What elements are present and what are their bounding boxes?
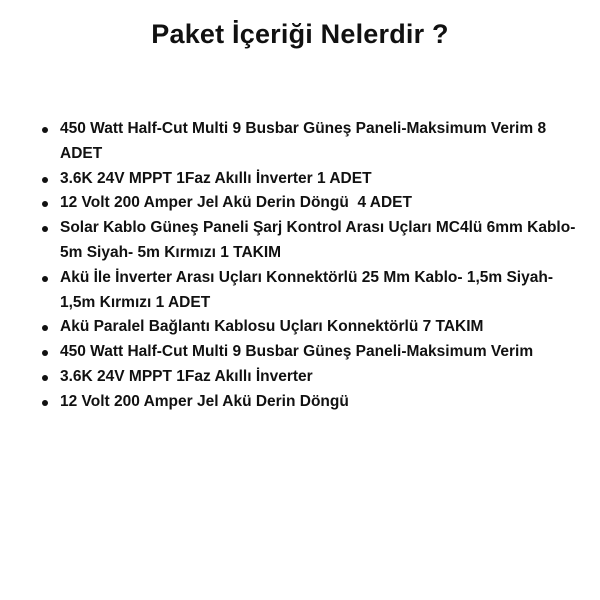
list-item xyxy=(38,340,588,365)
bullet-icon xyxy=(42,350,48,356)
list-item xyxy=(38,117,588,167)
bullet-icon xyxy=(42,375,48,381)
bullet-icon xyxy=(42,127,48,133)
package-contents-list xyxy=(38,117,588,415)
list-item xyxy=(38,315,588,340)
page-title: Paket İçeriği Nelerdir ? xyxy=(151,19,449,49)
list-item-text: Solar Kablo Güneş Paneli Şarj Kontrol Arası Uçları MC4lü 6mm Kablo- 5m Siyah- 5m Kırmızı 1 TAKIM xyxy=(60,219,576,261)
list-item-text: 3.6K 24V MPPT 1Faz Akıllı İnverter 1 ADET xyxy=(60,169,372,187)
list-item xyxy=(38,390,588,415)
list-item-text: 12 Volt 200 Amper Jel Akü Derin Döngü 4 ADET xyxy=(60,194,412,212)
list-item xyxy=(38,216,588,266)
list-item xyxy=(38,167,588,192)
list-item-text: Akü İle İnverter Arası Uçları Konnektörlü 25 Mm Kablo- 1,5m Siyah- 1,5m Kırmızı 1 ADET xyxy=(60,268,553,311)
bullet-icon xyxy=(42,276,48,282)
list-item-text: Akü Paralel Bağlantı Kablosu Uçları Konnektörlü 7 TAKIM xyxy=(60,318,484,336)
bullet-icon xyxy=(42,201,48,207)
list-item-text: 12 Volt 200 Amper Jel Akü Derin Döngü xyxy=(60,392,349,410)
list-item xyxy=(38,191,588,216)
list-item-text: 3.6K 24V MPPT 1Faz Akıllı İnverter xyxy=(60,367,313,385)
bullet-icon xyxy=(42,226,48,232)
bullet-icon xyxy=(42,325,48,331)
bullet-icon xyxy=(42,400,48,406)
list-item-text: 450 Watt Half-Cut Multi 9 Busbar Güneş Paneli-Maksimum Verim 8 ADET xyxy=(60,120,547,162)
list-item xyxy=(38,266,588,316)
bullet-icon xyxy=(42,177,48,183)
list-item xyxy=(38,365,588,390)
list-item-text: 450 Watt Half-Cut Multi 9 Busbar Güneş Paneli-Maksimum Verim xyxy=(60,343,534,361)
